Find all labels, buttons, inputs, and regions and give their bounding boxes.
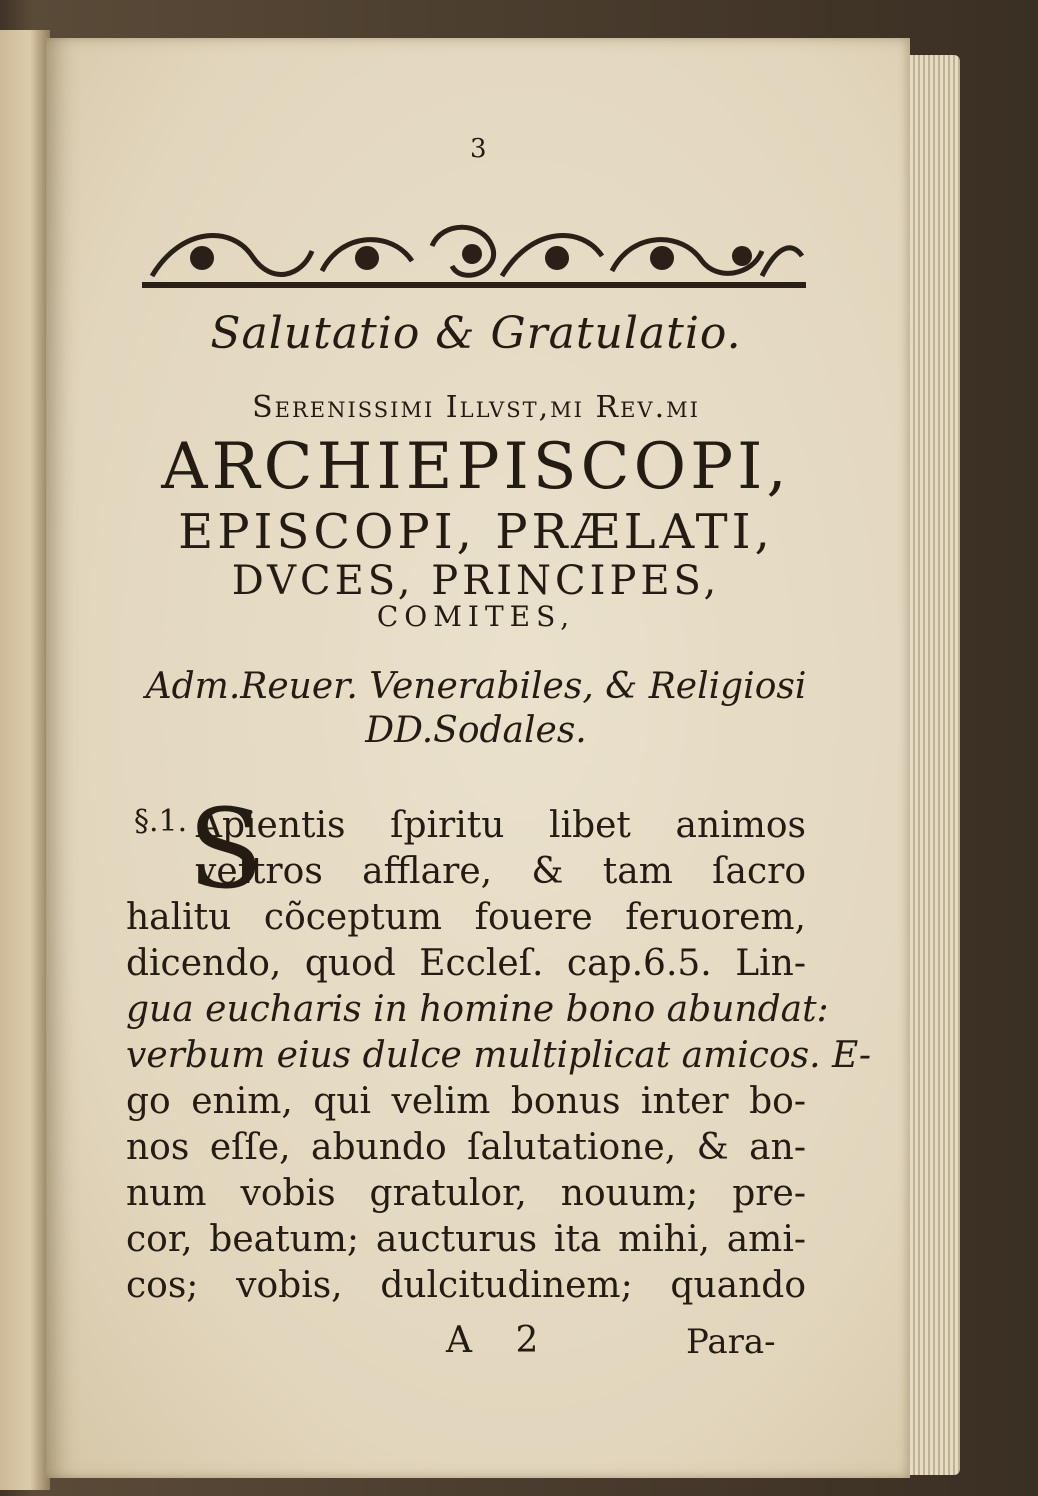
body-line: cos; vobis, dulcitudinem; quando xyxy=(126,1265,806,1306)
body-line: veſtros afflare, & tam ſacro xyxy=(196,851,806,892)
address-line-2: DD.Sodales. xyxy=(365,710,587,751)
body-line: num vobis gratulor, nouum; pre- xyxy=(126,1173,806,1214)
catchword: Para- xyxy=(686,1322,776,1362)
left-page-edge xyxy=(0,30,50,1490)
ornament-band-icon xyxy=(142,216,806,294)
book-page xyxy=(46,38,910,1478)
section-mark: §.1. xyxy=(134,804,188,839)
body-line: verbum eius dulce multiplicat amicos. E- xyxy=(126,1035,872,1076)
body-line: cor, beatum; aucturus ita mihi, ami- xyxy=(126,1219,806,1260)
heading-line-1: Serenissimi Illvst,mi Rev.mi xyxy=(252,390,700,425)
body-line: gua eucharis in homine bono abundat: xyxy=(126,989,829,1030)
heading-line-5: COMITES, xyxy=(376,600,576,633)
page-title: Salutatio & Gratulatio. xyxy=(210,308,742,359)
address-line-1: Adm.Reuer. Venerabiles, & Religiosi xyxy=(145,666,807,707)
drop-cap: S xyxy=(188,785,264,913)
body-line: dicendo, quod Eccleſ. cap.6.5. Lin- xyxy=(126,943,806,984)
heading-line-3: EPISCOPI, PRÆLATI, xyxy=(178,504,774,560)
body-line: halitu cõceptum fouere feruorem, xyxy=(126,897,806,938)
heading-line-4: DVCES, PRINCIPES, xyxy=(231,558,721,604)
body-line: Apientis ſpiritu libet animos xyxy=(196,805,806,846)
signature-mark: A 2 xyxy=(446,1320,555,1361)
heading-line-2: ARCHIEPISCOPI, xyxy=(161,430,791,504)
page-number: 3 xyxy=(470,134,487,164)
body-line: go enim, qui velim bonus inter bo- xyxy=(126,1081,806,1122)
body-line: nos eſſe, abundo ſalutatione, & an- xyxy=(126,1127,806,1168)
